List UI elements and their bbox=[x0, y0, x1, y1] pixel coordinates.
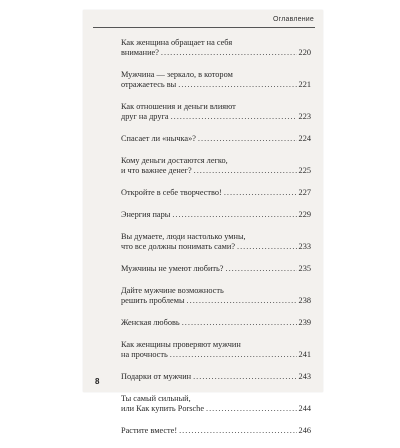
toc-entry bbox=[121, 372, 311, 382]
dot-leader bbox=[224, 188, 297, 198]
toc-entry-page-number: 241 bbox=[298, 350, 311, 359]
toc-entry-last-line bbox=[121, 426, 311, 436]
toc-entry-last-line bbox=[121, 112, 311, 122]
toc-entry-title-line: Мужчины не умеют любить? bbox=[121, 264, 224, 273]
toc-entry-last-line bbox=[121, 48, 311, 58]
toc-entry-last-line bbox=[121, 210, 311, 220]
toc-entry-page-number: 220 bbox=[298, 48, 311, 57]
toc-entry-title-line: Дайте мужчине возможность bbox=[121, 286, 224, 295]
toc-entry-title-line: на прочность bbox=[121, 350, 168, 359]
toc-entry bbox=[121, 426, 311, 436]
toc-entry-page-number: 225 bbox=[298, 166, 311, 175]
toc-entry-title-line: внимание? bbox=[121, 48, 159, 57]
toc-entry-title-line: отражаетесь вы bbox=[121, 80, 177, 89]
toc-entry-page-number: 244 bbox=[298, 404, 311, 413]
toc-entry-page-number: 223 bbox=[298, 112, 311, 121]
toc-entry-title-line: решить проблемы bbox=[121, 296, 185, 305]
toc-entry-title-line: Откройте в себе творчество! bbox=[121, 188, 222, 197]
book-page bbox=[83, 10, 323, 435]
dot-leader bbox=[198, 134, 297, 144]
toc-entry-last-line bbox=[121, 350, 311, 360]
toc-entry-page-number: 233 bbox=[298, 242, 311, 251]
dot-leader bbox=[170, 350, 297, 360]
toc-entry-page-number: 229 bbox=[298, 210, 311, 219]
toc-entry-title-line: Ты самый сильный, bbox=[121, 394, 191, 403]
toc-entry-title-line: что все должны понимать сами? bbox=[121, 242, 235, 251]
toc-entry-last-line bbox=[121, 188, 311, 198]
toc-entry-title-line: Спасает ли «нычка»? bbox=[121, 134, 196, 143]
toc-entry-last-line bbox=[121, 318, 311, 328]
toc-entry bbox=[121, 340, 311, 360]
toc-entry-title-line: или Как купить Porsche bbox=[121, 404, 205, 413]
toc-entry bbox=[121, 394, 311, 414]
toc-entry-title-line: Мужчина — зеркало, в котором bbox=[121, 70, 233, 79]
dot-leader bbox=[226, 264, 297, 274]
toc-entry-title-line: Как отношения и деньги влияют bbox=[121, 102, 236, 111]
dot-leader bbox=[237, 242, 297, 252]
table-of-contents bbox=[121, 38, 311, 448]
dot-leader bbox=[193, 372, 296, 382]
toc-entry bbox=[121, 102, 311, 122]
toc-entry bbox=[121, 70, 311, 90]
running-header bbox=[83, 10, 323, 30]
toc-entry-page-number: 227 bbox=[298, 188, 311, 197]
dot-leader bbox=[182, 318, 297, 328]
toc-entry bbox=[121, 264, 311, 274]
toc-entry-last-line bbox=[121, 264, 311, 274]
toc-entry bbox=[121, 134, 311, 144]
toc-entry-title-line: друг на друга bbox=[121, 112, 169, 121]
page-number: 8 bbox=[95, 377, 100, 386]
toc-entry-title-line: и что важнее денег? bbox=[121, 166, 192, 175]
toc-entry-page-number: 238 bbox=[298, 296, 311, 305]
toc-entry-title-line: Кому деньги достаются легко, bbox=[121, 156, 228, 165]
toc-entry-page-number: 239 bbox=[298, 318, 311, 327]
toc-entry-last-line bbox=[121, 166, 311, 176]
dot-leader bbox=[206, 404, 297, 414]
toc-entry-last-line bbox=[121, 404, 311, 414]
toc-entry bbox=[121, 38, 311, 58]
header-rule bbox=[93, 27, 315, 28]
dot-leader bbox=[194, 166, 297, 176]
toc-entry-page-number: 224 bbox=[298, 134, 311, 143]
toc-entry bbox=[121, 210, 311, 220]
toc-entry-last-line bbox=[121, 296, 311, 306]
dot-leader bbox=[161, 48, 297, 58]
toc-entry-page-number: 221 bbox=[298, 80, 311, 89]
toc-entry bbox=[121, 156, 311, 176]
toc-entry-title-line: Энергия пары bbox=[121, 210, 171, 219]
toc-entry bbox=[121, 286, 311, 306]
toc-entry-title-line: Вы думаете, люди настолько умны, bbox=[121, 232, 246, 241]
section-title: Оглавление bbox=[272, 16, 314, 23]
dot-leader bbox=[172, 210, 296, 220]
toc-entry-title-line: Как женщины проверяют мужчин bbox=[121, 340, 241, 349]
toc-entry bbox=[121, 232, 311, 252]
toc-entry-last-line bbox=[121, 80, 311, 90]
toc-entry bbox=[121, 188, 311, 198]
toc-entry-title-line: Как женщина обращает на себя bbox=[121, 38, 233, 47]
toc-entry-last-line bbox=[121, 242, 311, 252]
toc-entry-last-line bbox=[121, 372, 311, 382]
toc-entry bbox=[121, 318, 311, 328]
dot-leader bbox=[178, 80, 296, 90]
toc-entry-page-number: 246 bbox=[298, 426, 311, 435]
toc-entry-last-line bbox=[121, 134, 311, 144]
dot-leader bbox=[187, 296, 297, 306]
toc-entry-page-number: 235 bbox=[298, 264, 311, 273]
toc-entry-title-line: Подарки от мужчин bbox=[121, 372, 192, 381]
toc-entry-title-line: Женская любовь bbox=[121, 318, 180, 327]
toc-entry-title-line: Растите вместе! bbox=[121, 426, 178, 435]
toc-entry-page-number: 243 bbox=[298, 372, 311, 381]
dot-leader bbox=[179, 426, 296, 436]
dot-leader bbox=[171, 112, 297, 122]
